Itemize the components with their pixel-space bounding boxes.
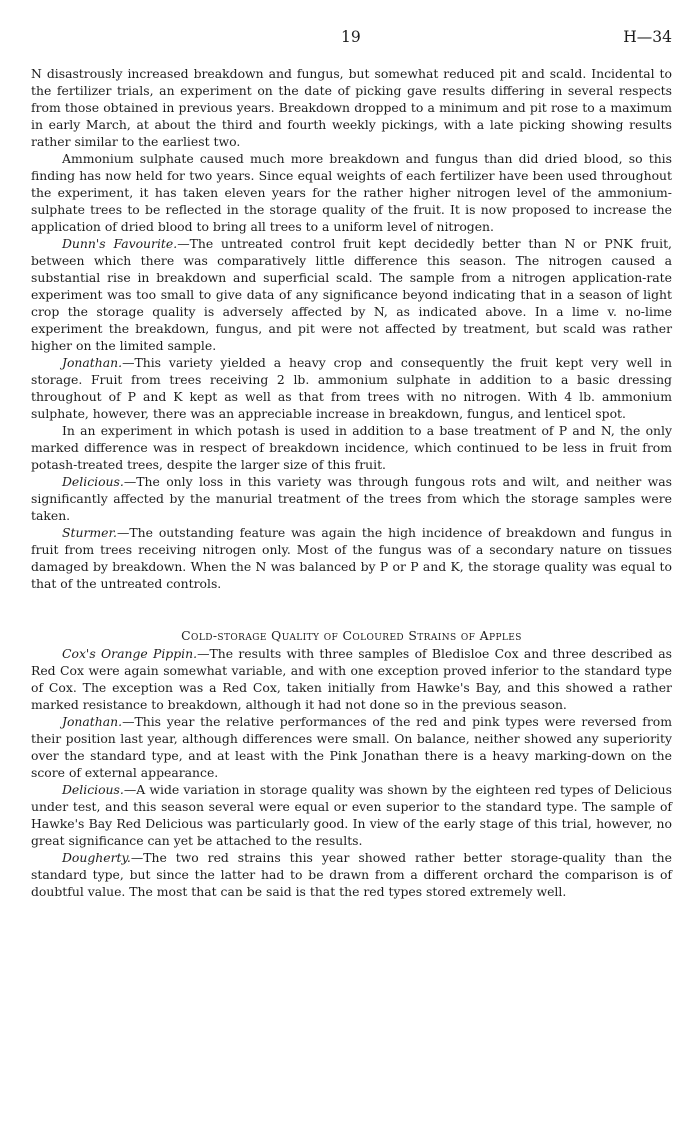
paragraph bbox=[31, 713, 672, 781]
paragraph-text: N disastrously increased breakdown and fungus, but somewhat reduced pit and scald. Incidental to the fertilizer trials, an experiment on the date of picking gave results differing in several respects from those obtained in previous years. Breakdown dropped to a minimum and pit rose to a maximum in early March, at about the third and fourth weekly pickings, with a late picking showing results rather similar to the earliest two. bbox=[31, 66, 672, 149]
paragraph-text: —The untreated control fruit kept decidedly better than N or PNK fruit, between which there was comparatively little difference this season. The nitrogen caused a substantial rise in breakdown and superficial scald. The sample from a nitrogen application-rate experiment was too small to give data of any significance beyond indicating that in a season of light crop the storage quality is adversely affected by N, as indicated above. In a lime v. no-lime experiment the breakdown, fungus, and pit were not affected by treatment, but scald was rather higher on the limited sample. bbox=[31, 236, 672, 353]
paragraph bbox=[31, 473, 672, 524]
paragraph bbox=[31, 150, 672, 235]
run-in-heading: Dougherty. bbox=[62, 850, 131, 865]
paragraph bbox=[31, 65, 672, 150]
paragraph bbox=[31, 524, 672, 592]
paragraph-text: Ammonium sulphate caused much more breakdown and fungus than did dried blood, so this finding has now held for two years. Since equal weights of each fertilizer have been used throughout the experiment, it has taken eleven years for the rather higher nitrogen level of the ammonium-sulphate trees to be reflected in the storage quality of the fruit. It is now proposed to increase the application of dried blood to bring all trees to a uniform level of nitrogen. bbox=[31, 151, 672, 234]
paragraph-text: —The outstanding feature was again the high incidence of breakdown and fungus in fruit from trees receiving nitrogen only. Most of the fungus was of a secondary nature on tissues damaged by breakdown. When the N was balanced by P or P and K, the storage quality was equal to that of the untreated controls. bbox=[31, 525, 672, 591]
paragraph bbox=[31, 849, 672, 900]
run-in-heading: Dunn's Favourite. bbox=[62, 236, 178, 251]
run-in-heading: Delicious. bbox=[62, 474, 124, 489]
paragraph bbox=[31, 781, 672, 849]
run-in-heading: Sturmer. bbox=[62, 525, 117, 540]
paragraph-text: —This year the relative performances of the red and pink types were reversed from their position last year, although differences were small. On balance, neither showed any superiority over the standard type, and at least with the Pink Jonathan there is a heavy marking-down on the score of external appearance. bbox=[31, 714, 672, 780]
paragraph-text: —The only loss in this variety was through fungous rots and wilt, and neither was significantly affected by the manurial treatment of the trees from which the storage samples were taken. bbox=[31, 474, 672, 523]
upper-section bbox=[31, 65, 672, 592]
run-in-heading: Cox's Orange Pippin. bbox=[62, 646, 198, 661]
page-number: 19 bbox=[341, 28, 361, 46]
paragraph bbox=[31, 354, 672, 422]
paragraph-text: —The two red strains this year showed rather better storage-quality than the standard type, but since the latter had to be drawn from a different orchard the comparison is of doubtful value. The most that can be said is that the red types stored extremely well. bbox=[31, 850, 672, 899]
paragraph-text: In an experiment in which potash is used in addition to a base treatment of P and N, the only marked difference was in respect of breakdown incidence, which continued to be less in fruit from potash-treated trees, despite the larger size of this fruit. bbox=[31, 423, 672, 472]
paragraph-text: —A wide variation in storage quality was shown by the eighteen red types of Delicious under test, and this season several were equal or even superior to the standard type. The sample of Hawke's Bay Red Delicious was particularly good. In view of the early stage of this trial, however, no great significance can yet be attached to the results. bbox=[31, 782, 672, 848]
run-in-heading: Jonathan. bbox=[62, 714, 123, 729]
section-gap bbox=[31, 592, 672, 619]
paragraph-text: —This variety yielded a heavy crop and consequently the fruit kept very well in storage. Fruit from trees receiving 2 lb. ammonium sulphate in addition to a basic dressing throughout of P and K kept as well as that from trees with no nitrogen. With 4 lb. ammonium sulphate, however, there was an appreciable increase in breakdown, fungus, and lenticel spot. bbox=[31, 355, 672, 421]
document-reference: H—34 bbox=[623, 28, 672, 46]
page-header bbox=[31, 28, 672, 52]
lower-section bbox=[31, 645, 672, 900]
run-in-heading: Jonathan. bbox=[62, 355, 123, 370]
paragraph bbox=[31, 422, 672, 473]
paragraph bbox=[31, 645, 672, 713]
paragraph bbox=[31, 235, 672, 354]
paragraph-text: —The results with three samples of Bledisloe Cox and three described as Red Cox were again somewhat variable, and with one exception proved inferior to the standard type of Cox. The exception was a Red Cox, taken initially from Hawke's Bay, and this showed a rather marked resistance to breakdown, although it had not done so in the previous season. bbox=[31, 646, 672, 712]
section-heading: Cold-storage Quality of Coloured Strains of Apples bbox=[181, 628, 522, 643]
run-in-heading: Delicious. bbox=[62, 782, 124, 797]
